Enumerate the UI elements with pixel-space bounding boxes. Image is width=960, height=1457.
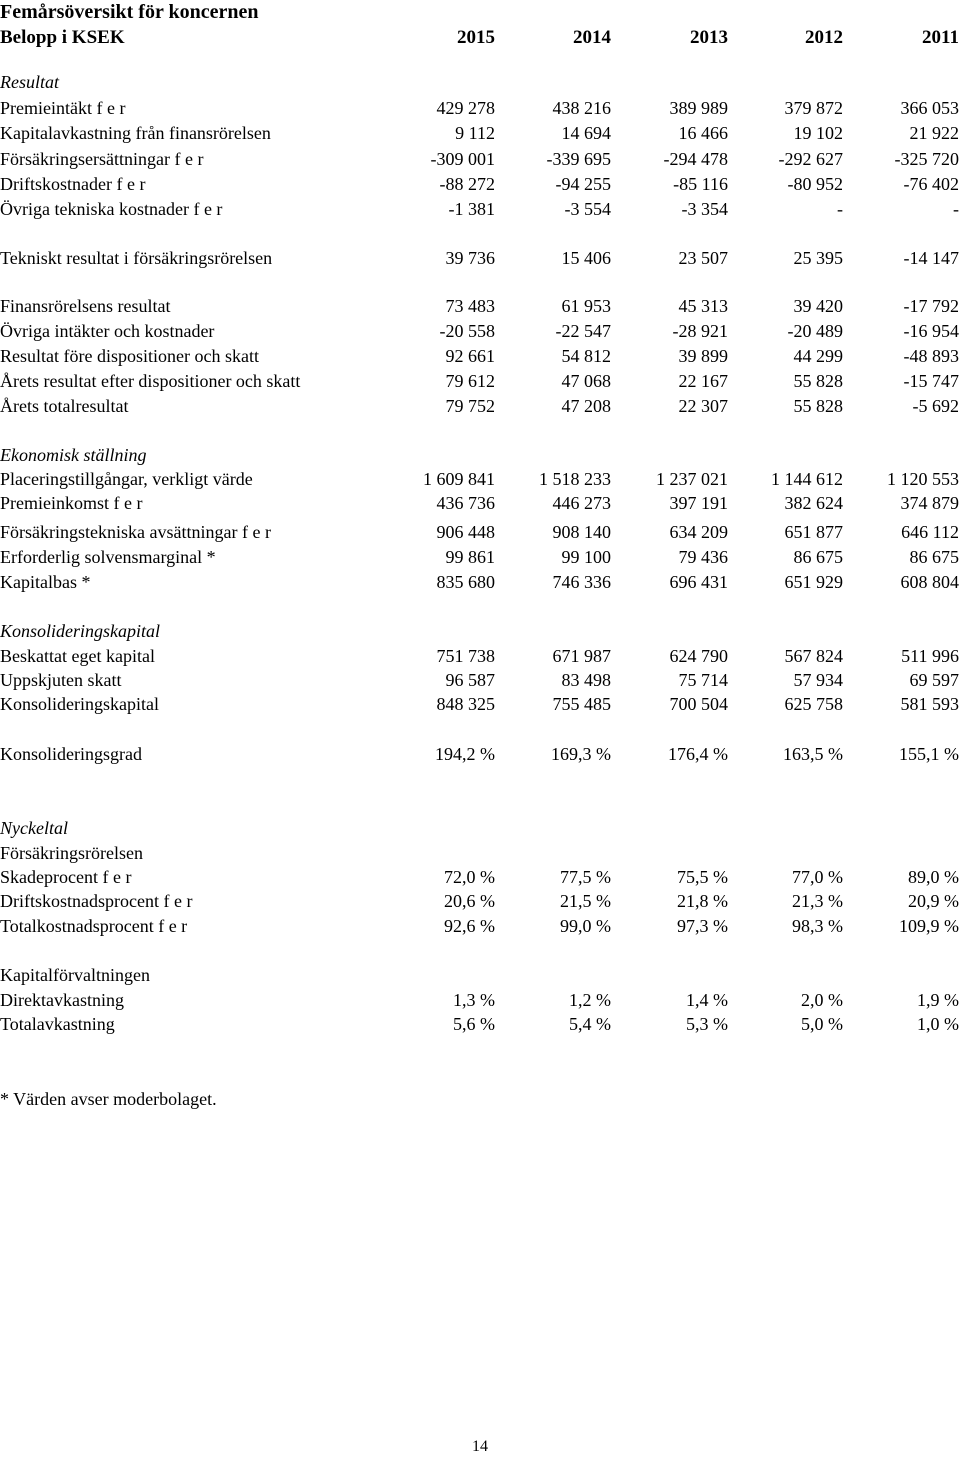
cell-value: 1,3 % bbox=[453, 990, 495, 1010]
row-label: Konsolideringsgrad bbox=[0, 744, 142, 764]
section-heading-row bbox=[0, 443, 960, 467]
cell-value: 389 989 bbox=[669, 98, 728, 118]
table-row bbox=[0, 570, 960, 594]
cell-value: 696 431 bbox=[669, 572, 728, 592]
row-label: Årets totalresultat bbox=[0, 396, 129, 416]
cell-value: 75,5 % bbox=[677, 867, 728, 887]
cell-value: 1 144 612 bbox=[771, 469, 843, 489]
cell-value: 1 518 233 bbox=[539, 469, 611, 489]
cell-value: -22 547 bbox=[555, 321, 611, 341]
table-row bbox=[0, 197, 960, 221]
cell-value: 671 987 bbox=[552, 646, 611, 666]
table-row bbox=[0, 963, 960, 987]
cell-value: 429 278 bbox=[436, 98, 495, 118]
cell-value: 9 112 bbox=[455, 123, 495, 143]
row-label: Försäkringsersättningar f e r bbox=[0, 149, 204, 169]
row-label: Beskattat eget kapital bbox=[0, 646, 155, 666]
cell-value: -292 627 bbox=[778, 149, 843, 169]
table-row bbox=[0, 467, 960, 491]
table-row bbox=[0, 491, 960, 515]
cell-value: -20 558 bbox=[439, 321, 495, 341]
cell-value: -94 255 bbox=[555, 174, 611, 194]
cell-value: 397 191 bbox=[669, 493, 728, 513]
cell-value: -20 489 bbox=[787, 321, 843, 341]
cell-value: -15 747 bbox=[903, 371, 959, 391]
row-label: Uppskjuten skatt bbox=[0, 670, 122, 690]
cell-value: 446 273 bbox=[552, 493, 611, 513]
cell-value: 86 675 bbox=[909, 547, 959, 567]
row-label: Finansrörelsens resultat bbox=[0, 296, 171, 316]
table-row bbox=[0, 865, 960, 889]
table-row bbox=[0, 889, 960, 913]
row-label: Premieintäkt f e r bbox=[0, 98, 126, 118]
table-row bbox=[0, 394, 960, 418]
cell-value: 511 996 bbox=[901, 646, 959, 666]
cell-value: 5,0 % bbox=[801, 1014, 843, 1034]
cell-value: 646 112 bbox=[901, 522, 959, 542]
cell-value: 98,3 % bbox=[792, 916, 843, 936]
cell-value: 848 325 bbox=[436, 694, 495, 714]
cell-value: 908 140 bbox=[552, 522, 611, 542]
table-row bbox=[0, 147, 960, 171]
cell-value: -76 402 bbox=[903, 174, 959, 194]
cell-value: 1 609 841 bbox=[423, 469, 495, 489]
cell-value: - bbox=[953, 199, 959, 219]
cell-value: 39 420 bbox=[793, 296, 843, 316]
cell-value: 194,2 % bbox=[435, 744, 495, 764]
row-label: Årets resultat efter dispositioner och skatt bbox=[0, 371, 301, 391]
cell-value: 72,0 % bbox=[444, 867, 495, 887]
table-row bbox=[0, 914, 960, 938]
section-heading: Resultat bbox=[0, 72, 59, 92]
row-label: Totalavkastning bbox=[0, 1014, 115, 1034]
row-label: Övriga intäkter och kostnader bbox=[0, 321, 215, 341]
row-label: Försäkringstekniska avsättningar f e r bbox=[0, 522, 271, 542]
row-label: Premieinkomst f e r bbox=[0, 493, 143, 513]
cell-value: 89,0 % bbox=[908, 867, 959, 887]
cell-value: 77,5 % bbox=[560, 867, 611, 887]
row-label: Direktavkastning bbox=[0, 990, 124, 1010]
cell-value: 21,8 % bbox=[677, 891, 728, 911]
section-heading-row bbox=[0, 70, 960, 94]
cell-value: 47 208 bbox=[561, 396, 611, 416]
cell-value: -17 792 bbox=[903, 296, 959, 316]
cell-value: 16 466 bbox=[678, 123, 728, 143]
cell-value: 20,9 % bbox=[908, 891, 959, 911]
cell-value: -14 147 bbox=[903, 248, 959, 268]
cell-value: 57 934 bbox=[793, 670, 843, 690]
cell-value: 61 953 bbox=[561, 296, 611, 316]
table-row bbox=[0, 121, 960, 145]
cell-value: 92,6 % bbox=[444, 916, 495, 936]
table-row bbox=[0, 369, 960, 393]
cell-value: 79 752 bbox=[445, 396, 495, 416]
cell-value: 97,3 % bbox=[677, 916, 728, 936]
cell-value: 54 812 bbox=[561, 346, 611, 366]
table-row bbox=[0, 742, 960, 766]
cell-value: 1,2 % bbox=[569, 990, 611, 1010]
section-heading: Nyckeltal bbox=[0, 818, 68, 838]
cell-value: 55 828 bbox=[793, 396, 843, 416]
cell-value: 20,6 % bbox=[444, 891, 495, 911]
cell-value: 15 406 bbox=[561, 248, 611, 268]
table-row bbox=[0, 988, 960, 1012]
row-label: Försäkringsrörelsen bbox=[0, 843, 143, 863]
table-row bbox=[0, 344, 960, 368]
table-row bbox=[0, 96, 960, 120]
cell-value: 366 053 bbox=[900, 98, 959, 118]
cell-value: 55 828 bbox=[793, 371, 843, 391]
row-label: Placeringstillgångar, verkligt värde bbox=[0, 469, 253, 489]
year-header: 2015 bbox=[457, 27, 495, 48]
cell-value: 21 922 bbox=[909, 123, 959, 143]
cell-value: 92 661 bbox=[445, 346, 495, 366]
table-header bbox=[0, 25, 960, 51]
cell-value: 96 587 bbox=[445, 670, 495, 690]
cell-value: 1,0 % bbox=[917, 1014, 959, 1034]
cell-value: 1,4 % bbox=[686, 990, 728, 1010]
cell-value: 634 209 bbox=[669, 522, 728, 542]
table-row bbox=[0, 246, 960, 270]
cell-value: -80 952 bbox=[787, 174, 843, 194]
cell-value: 1,9 % bbox=[917, 990, 959, 1010]
section-heading: Konsolideringskapital bbox=[0, 621, 161, 641]
cell-value: -1 381 bbox=[448, 199, 495, 219]
cell-value: 19 102 bbox=[793, 123, 843, 143]
cell-value: 176,4 % bbox=[668, 744, 728, 764]
section-heading: Ekonomisk ställning bbox=[0, 445, 147, 465]
cell-value: - bbox=[837, 199, 843, 219]
table-row bbox=[0, 319, 960, 343]
row-label: Kapitalförvaltningen bbox=[0, 965, 150, 985]
row-label: Tekniskt resultat i försäkringsrörelsen bbox=[0, 248, 273, 268]
cell-value: 1 120 553 bbox=[887, 469, 959, 489]
header-label: Belopp i KSEK bbox=[0, 27, 125, 48]
cell-value: 155,1 % bbox=[899, 744, 959, 764]
row-label: Kapitalbas * bbox=[0, 572, 91, 592]
cell-value: 39 736 bbox=[445, 248, 495, 268]
cell-value: 79 436 bbox=[678, 547, 728, 567]
cell-value: 379 872 bbox=[784, 98, 843, 118]
cell-value: 83 498 bbox=[561, 670, 611, 690]
cell-value: 835 680 bbox=[436, 572, 495, 592]
cell-value: -85 116 bbox=[673, 174, 728, 194]
row-label: Totalkostnadsprocent f e r bbox=[0, 916, 188, 936]
cell-value: 109,9 % bbox=[899, 916, 959, 936]
cell-value: 5,4 % bbox=[569, 1014, 611, 1034]
cell-value: 79 612 bbox=[445, 371, 495, 391]
cell-value: 163,5 % bbox=[783, 744, 843, 764]
table-row bbox=[0, 172, 960, 196]
row-label: Resultat före dispositioner och skatt bbox=[0, 346, 259, 366]
cell-value: 77,0 % bbox=[792, 867, 843, 887]
row-label: Driftskostnader f e r bbox=[0, 174, 146, 194]
cell-value: 608 804 bbox=[900, 572, 959, 592]
footnote: * Värden avser moderbolaget. bbox=[0, 1089, 217, 1109]
cell-value: 751 738 bbox=[436, 646, 495, 666]
cell-value: 625 758 bbox=[784, 694, 843, 714]
cell-value: 438 216 bbox=[552, 98, 611, 118]
row-label: Kapitalavkastning från finansrörelsen bbox=[0, 123, 271, 143]
cell-value: -3 354 bbox=[681, 199, 728, 219]
cell-value: 21,5 % bbox=[560, 891, 611, 911]
table-row bbox=[0, 520, 960, 544]
cell-value: 1 237 021 bbox=[656, 469, 728, 489]
table-row bbox=[0, 545, 960, 569]
section-heading-row bbox=[0, 816, 960, 840]
cell-value: 99 100 bbox=[561, 547, 611, 567]
table-row bbox=[0, 1012, 960, 1036]
cell-value: -28 921 bbox=[672, 321, 728, 341]
cell-value: 99,0 % bbox=[560, 916, 611, 936]
year-header: 2013 bbox=[690, 27, 728, 48]
cell-value: 5,6 % bbox=[453, 1014, 495, 1034]
cell-value: 374 879 bbox=[900, 493, 959, 513]
cell-value: 47 068 bbox=[561, 371, 611, 391]
cell-value: 169,3 % bbox=[551, 744, 611, 764]
cell-value: 14 694 bbox=[561, 123, 611, 143]
cell-value: -325 720 bbox=[894, 149, 959, 169]
cell-value: -294 478 bbox=[663, 149, 728, 169]
table-row bbox=[0, 294, 960, 318]
cell-value: -48 893 bbox=[903, 346, 959, 366]
cell-value: 23 507 bbox=[678, 248, 728, 268]
cell-value: 22 307 bbox=[678, 396, 728, 416]
cell-value: 755 485 bbox=[552, 694, 611, 714]
page-number: 14 bbox=[472, 1438, 488, 1455]
year-header: 2011 bbox=[922, 27, 959, 48]
cell-value: 436 736 bbox=[436, 493, 495, 513]
cell-value: 651 929 bbox=[784, 572, 843, 592]
cell-value: 651 877 bbox=[784, 522, 843, 542]
cell-value: -88 272 bbox=[439, 174, 495, 194]
row-label: Konsolideringskapital bbox=[0, 694, 159, 714]
year-header: 2012 bbox=[805, 27, 843, 48]
page-title: Femårsöversikt för koncernen bbox=[0, 1, 259, 23]
cell-value: 382 624 bbox=[784, 493, 843, 513]
cell-value: 45 313 bbox=[678, 296, 728, 316]
cell-value: -3 554 bbox=[564, 199, 611, 219]
row-label: Skadeprocent f e r bbox=[0, 867, 132, 887]
cell-value: 69 597 bbox=[909, 670, 959, 690]
cell-value: 99 861 bbox=[445, 547, 495, 567]
cell-value: 73 483 bbox=[445, 296, 495, 316]
cell-value: -309 001 bbox=[430, 149, 495, 169]
cell-value: 2,0 % bbox=[801, 990, 843, 1010]
cell-value: 5,3 % bbox=[686, 1014, 728, 1034]
cell-value: 25 395 bbox=[793, 248, 843, 268]
cell-value: 75 714 bbox=[678, 670, 728, 690]
cell-value: -5 692 bbox=[912, 396, 959, 416]
table-row bbox=[0, 692, 960, 716]
cell-value: 22 167 bbox=[678, 371, 728, 391]
cell-value: 21,3 % bbox=[792, 891, 843, 911]
cell-value: 86 675 bbox=[793, 547, 843, 567]
cell-value: 44 299 bbox=[793, 346, 843, 366]
table-row bbox=[0, 644, 960, 668]
cell-value: -16 954 bbox=[903, 321, 959, 341]
row-label: Erforderlig solvensmarginal * bbox=[0, 547, 216, 567]
cell-value: 624 790 bbox=[669, 646, 728, 666]
cell-value: 39 899 bbox=[678, 346, 728, 366]
table-row bbox=[0, 841, 960, 865]
cell-value: 567 824 bbox=[784, 646, 843, 666]
section-heading-row bbox=[0, 619, 960, 643]
row-label: Driftskostnadsprocent f e r bbox=[0, 891, 193, 911]
year-header: 2014 bbox=[573, 27, 611, 48]
cell-value: 746 336 bbox=[552, 572, 611, 592]
table-row bbox=[0, 668, 960, 692]
cell-value: 906 448 bbox=[436, 522, 495, 542]
cell-value: 700 504 bbox=[669, 694, 728, 714]
cell-value: 581 593 bbox=[900, 694, 959, 714]
cell-value: -339 695 bbox=[546, 149, 611, 169]
row-label: Övriga tekniska kostnader f e r bbox=[0, 199, 223, 219]
